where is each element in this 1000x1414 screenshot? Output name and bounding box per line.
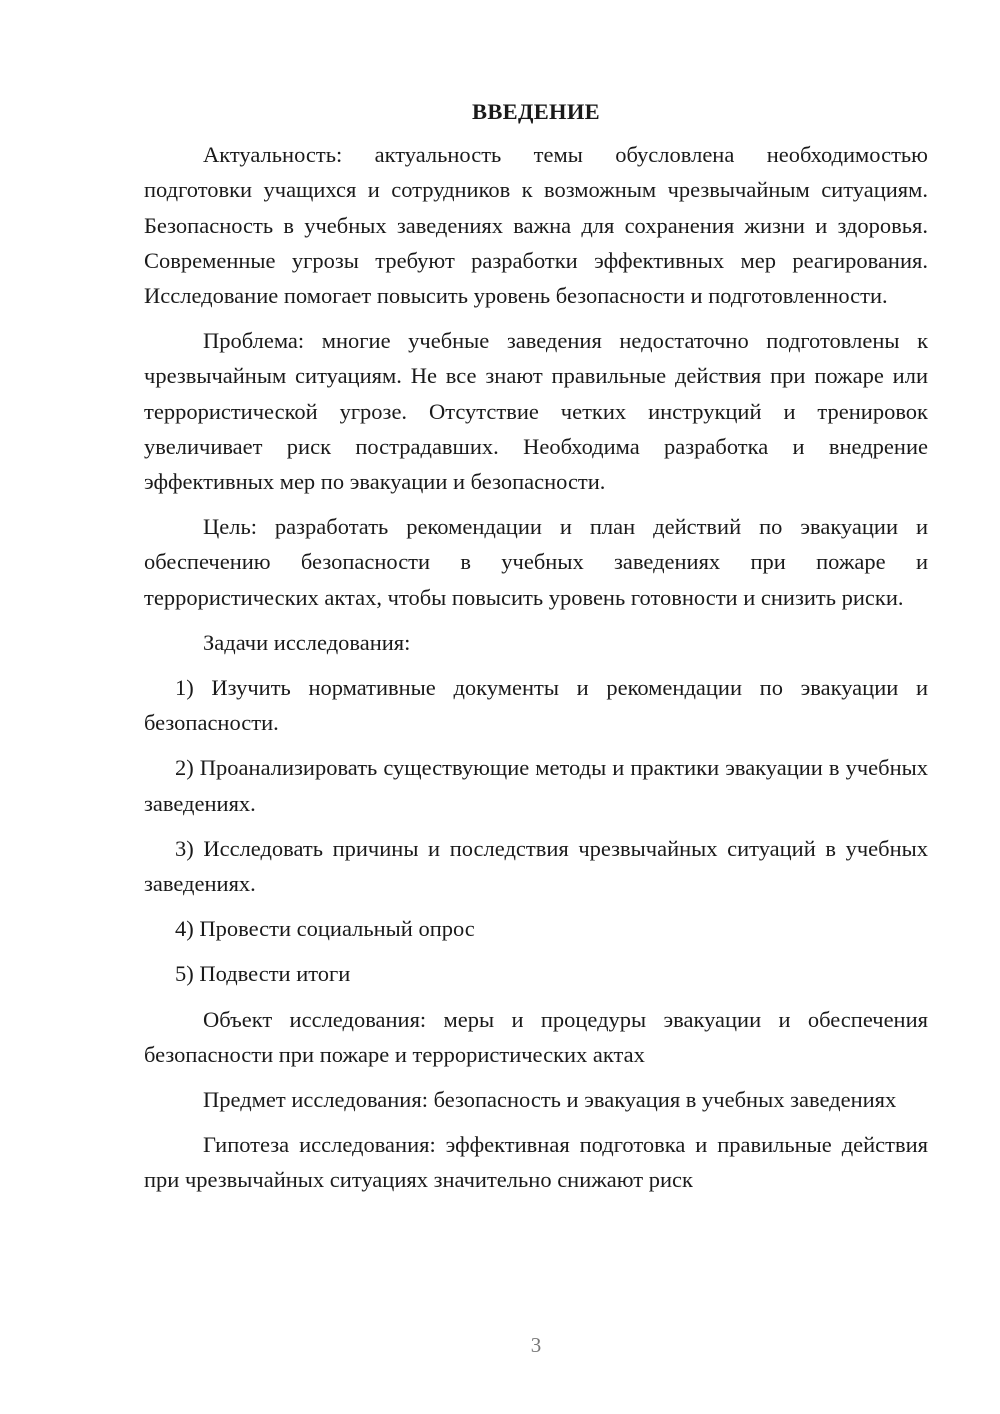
hypothesis-paragraph: Гипотеза исследования: эффективная подготовка и правильные действия при чрезвычайных ситуациях значительно снижают риск xyxy=(144,1132,928,1193)
object-paragraph: Объект исследования: меры и процедуры эвакуации и обеспечения безопасности при пожаре и террористических актах xyxy=(144,1006,928,1067)
tasks-heading: Задачи исследования: xyxy=(203,629,411,655)
task-item: 4) Провести социальный опрос xyxy=(175,916,475,942)
relevance-paragraph: Актуальность: актуальность темы обусловлена необходимостью подготовки учащихся и сотрудников к возможным чрезвычайным ситуациям. Безопасность в учебных заведениях важна для сохранения жизни и здоровья. Современные угрозы требуют разработки эффективных мер реагирования. Исследование помогает повысить уровень безопасности и подготовленности. xyxy=(144,142,928,309)
task-item: 2) Проанализировать существующие методы и практики эвакуации в учебных заведениях. xyxy=(144,755,928,816)
page-number: 3 xyxy=(530,1333,542,1357)
section-title: ВВЕДЕНИЕ xyxy=(472,99,600,124)
task-item: 5) Подвести итоги xyxy=(175,961,351,987)
goal-paragraph: Цель: разработать рекомендации и план действий по эвакуации и обеспечению безопасности в учебных заведениях при пожаре и террористических актах, чтобы повысить уровень готовности и снизить риски. xyxy=(144,514,928,610)
subject-paragraph: Предмет исследования: безопасность и эвакуация в учебных заведениях xyxy=(203,1087,897,1113)
task-item: 1) Изучить нормативные документы и рекомендации по эвакуации и безопасности. xyxy=(144,675,928,736)
problem-paragraph: Проблема: многие учебные заведения недостаточно подготовлены к чрезвычайным ситуациям. Не все знают правильные действия при пожаре или террористической угрозе. Отсутствие четких инструкций и тренировок увеличивает риск пострадавших. Необходима разработка и внедрение эффективных мер по эвакуации и безопасности. xyxy=(144,328,928,495)
page-content xyxy=(144,94,928,1208)
task-item: 3) Исследовать причины и последствия чрезвычайных ситуаций в учебных заведениях. xyxy=(144,835,928,897)
